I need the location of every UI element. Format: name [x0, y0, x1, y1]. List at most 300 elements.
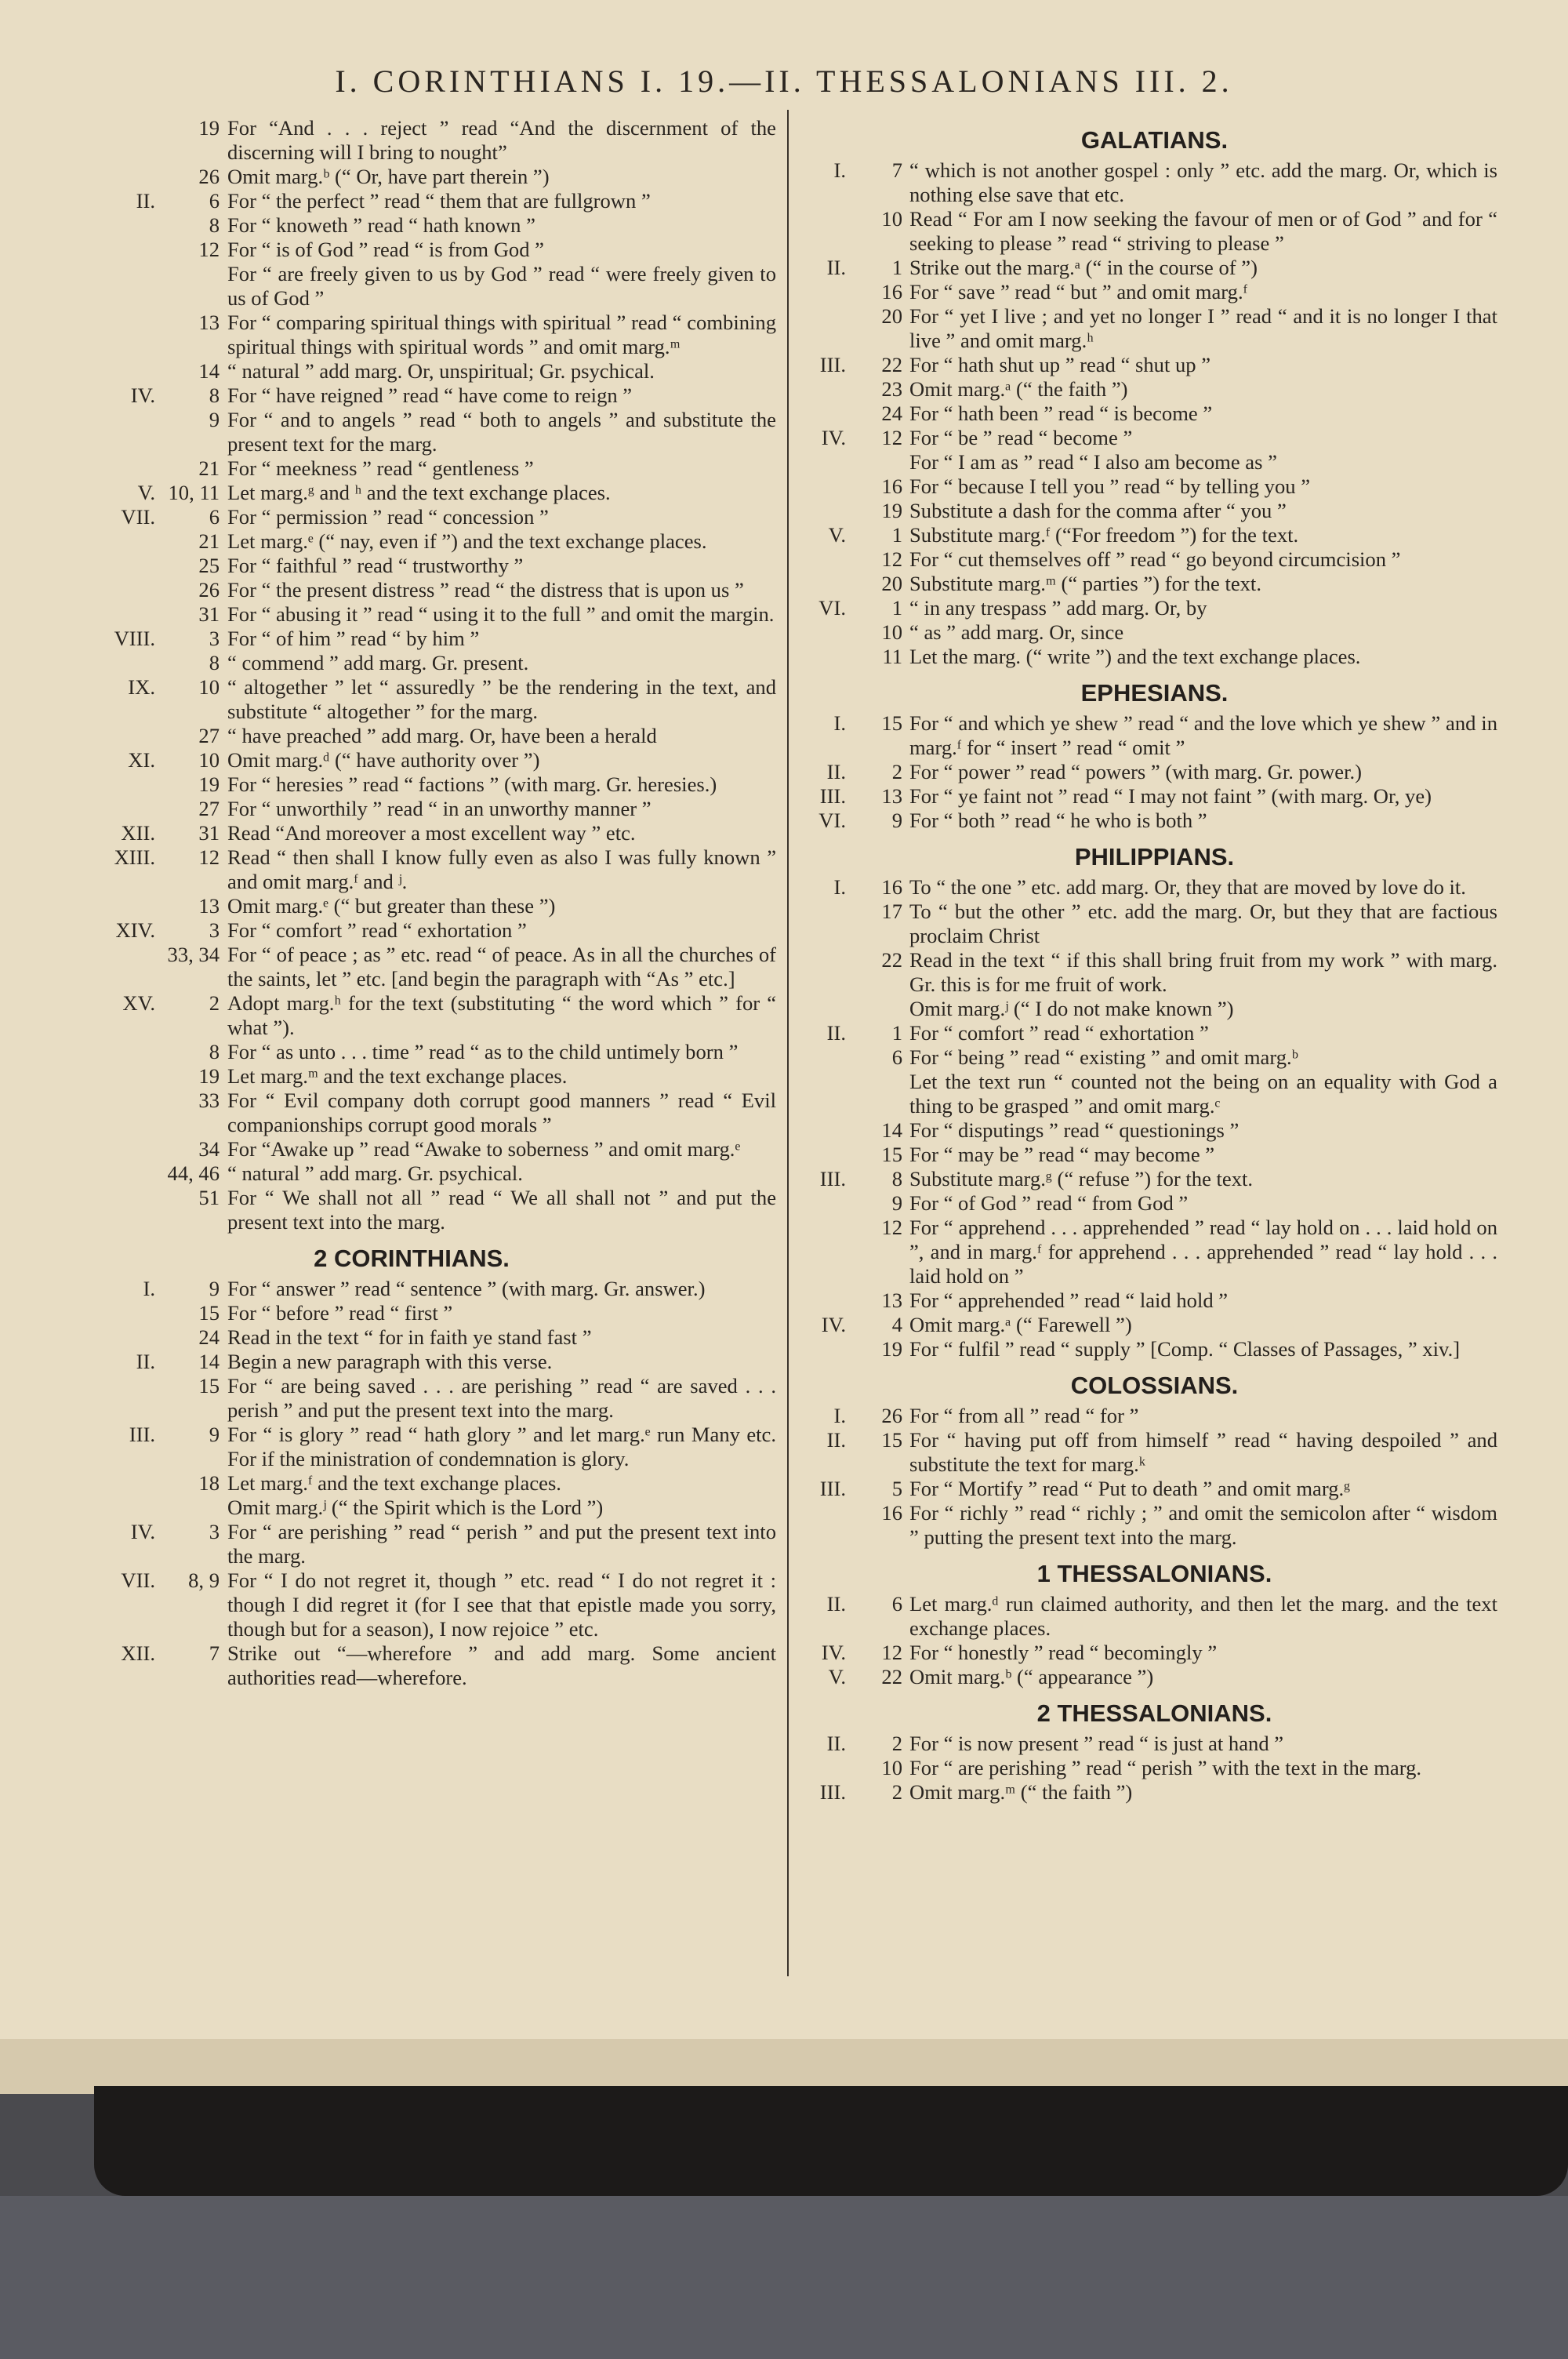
revision-entry — [811, 1732, 1497, 1756]
entry-text: For “ fulfil ” read “ supply ” [Comp. “ Classes of Passages, ” xiv.] — [909, 1337, 1461, 1361]
entry-text: “ commend ” add marg. Gr. present. — [227, 651, 529, 674]
verse-number: 12 — [198, 238, 220, 261]
verse-number: 51 — [198, 1186, 220, 1209]
verse-number: 14 — [881, 1118, 902, 1142]
chapter-number: III. — [819, 353, 846, 376]
verse-number: 8 — [891, 1167, 902, 1190]
entry-text: “ which is not another gospel : only ” etc. add the marg. Or, which is nothing else save that etc. — [909, 158, 1497, 206]
revision-entry — [47, 578, 776, 602]
entry-text: For “And . . . reject ” read “And the discernment of the discerning will I bring to nought” — [227, 116, 776, 164]
entry-text: For “ as unto . . . time ” read “ as to the child untimely born ” — [227, 1040, 739, 1063]
revision-entry — [811, 1045, 1497, 1070]
revision-entry — [47, 1301, 776, 1325]
verse-number: 13 — [881, 1289, 902, 1312]
revision-entry — [47, 894, 776, 918]
verse-number: 10, 11 — [168, 481, 220, 504]
verse-number: 19 — [881, 1337, 902, 1361]
chapter-number: XII. — [121, 821, 155, 845]
verse-number: 16 — [881, 474, 902, 498]
revision-entry — [47, 408, 776, 456]
verse-number: 1 — [891, 1021, 902, 1045]
entry-text: Omit marg.ʲ (“ I do not make known ”) — [909, 997, 1234, 1020]
entry-text: For “ and which ye shew ” read “ and the love which ye shew ” and in marg.ᶠ for “ insert ” read “ omit ” — [909, 711, 1497, 759]
entry-text: For “ the present distress ” read “ the distress that is upon us ” — [227, 578, 744, 602]
revision-entry — [47, 1089, 776, 1137]
revision-entry — [47, 1040, 776, 1064]
entry-text: Strike out the marg.ᵃ (“ in the course of ”) — [909, 256, 1258, 279]
verse-number: 15 — [198, 1374, 220, 1398]
chapter-number: VI. — [818, 809, 846, 832]
chapter-number: I. — [833, 158, 846, 182]
revision-entry — [47, 772, 776, 797]
revision-entry — [811, 948, 1497, 997]
verse-number: 6 — [891, 1045, 902, 1069]
chapter-number: IV. — [821, 1641, 846, 1664]
chapter-number: II. — [826, 1732, 846, 1755]
entry-text: For “ is now present ” read “ is just at hand ” — [909, 1732, 1284, 1755]
revision-entry — [811, 1167, 1497, 1191]
chapter-number: VI. — [818, 596, 846, 620]
entry-text: For “Awake up ” read “Awake to soberness ” and omit marg.ᵉ — [227, 1137, 741, 1161]
entry-text: For “ have reigned ” read “ have come to reign ” — [227, 383, 633, 407]
verse-number: 2 — [891, 1780, 902, 1804]
entry-text: For “ answer ” read “ sentence ” (with marg. Gr. answer.) — [227, 1277, 706, 1300]
entry-text: For “ comfort ” read “ exhortation ” — [909, 1021, 1209, 1045]
chapter-number: XII. — [121, 1641, 155, 1665]
entry-text: Begin a new paragraph with this verse. — [227, 1350, 553, 1373]
book-heading: 1 THESSALONIANS. — [1036, 1560, 1272, 1587]
revision-entry — [811, 1501, 1497, 1550]
verse-number: 16 — [881, 875, 902, 899]
entry-text: For “ both ” read “ he who is both ” — [909, 809, 1207, 832]
chapter-number: VIII. — [114, 627, 155, 650]
entry-text: For “ Evil company doth corrupt good manners ” read “ Evil companionships corrupt good morals ” — [227, 1089, 776, 1136]
verse-number: 12 — [881, 1641, 902, 1664]
entry-text: “ altogether ” let “ assuredly ” be the rendering in the text, and substitute “ altogether ” for the marg. — [227, 675, 776, 723]
verse-number: 14 — [198, 359, 220, 383]
entry-text: For “ are perishing ” read “ perish ” with the text in the marg. — [909, 1756, 1422, 1779]
revision-entry — [811, 304, 1497, 353]
revision-entry — [47, 1064, 776, 1089]
verse-number: 18 — [198, 1471, 220, 1495]
chapter-number: II. — [136, 189, 155, 213]
book-heading: 2 CORINTHIANS. — [314, 1245, 510, 1272]
verse-number: 26 — [198, 165, 220, 188]
chapter-number: XIII. — [114, 845, 155, 869]
entry-text: For “ I am as ” read “ I also am become as ” — [909, 450, 1277, 474]
entry-text: “ have preached ” add marg. Or, have been a herald — [227, 724, 657, 747]
verse-number: 3 — [209, 1520, 220, 1543]
verse-number: 5 — [891, 1477, 902, 1500]
revision-entry — [47, 554, 776, 578]
verse-number: 44, 46 — [167, 1161, 220, 1185]
chapter-number: II. — [826, 256, 846, 279]
entry-text: For “ ye faint not ” read “ I may not faint ” (with marg. Or, ye) — [909, 784, 1432, 808]
entry-text: Read in the text “ if this shall bring fruit from my work ” with marg. Gr. this is for me fruit of work. — [909, 948, 1497, 996]
entry-text: Substitute marg.ᵍ (“ refuse ”) for the text. — [909, 1167, 1254, 1190]
chapter-number: XIV. — [115, 918, 155, 942]
entry-text: For “ faithful ” read “ trustworthy ” — [227, 554, 524, 577]
entry-text: For “ comfort ” read “ exhortation ” — [227, 918, 527, 942]
entry-text: For “ I do not regret it, though ” etc. read “ I do not regret it : though I did regret it (for I see that that epistle made you sorry, though but for a season), I now rejoice ” etc. — [227, 1568, 776, 1641]
column-divider — [787, 110, 789, 1976]
chapter-number: IX. — [128, 675, 155, 699]
entry-text: Omit marg.ᵈ (“ have authority over ”) — [227, 748, 540, 772]
entry-text: For “ heresies ” read “ factions ” (with marg. Gr. heresies.) — [227, 772, 717, 796]
verse-number: 10 — [881, 207, 902, 231]
entry-text: For “ are freely given to us by God ” read “ were freely given to us of God ” — [227, 262, 776, 310]
revision-entry — [811, 1641, 1497, 1665]
entry-text: Substitute marg.ᶠ (“For freedom ”) for the text. — [909, 523, 1299, 547]
entry-text: For “ meekness ” read “ gentleness ” — [227, 456, 534, 480]
revision-entry — [47, 845, 776, 894]
entry-text: For “ are perishing ” read “ perish ” and put the present text into the marg. — [227, 1520, 776, 1568]
revision-entry — [47, 529, 776, 554]
entry-text: Strike out “—wherefore ” and add marg. Some ancient authorities read—wherefore. — [227, 1641, 776, 1689]
chapter-number: I. — [833, 711, 846, 735]
revision-entry — [811, 402, 1497, 426]
entry-text: For “ hath shut up ” read “ shut up ” — [909, 353, 1211, 376]
revision-entry — [47, 383, 776, 408]
verse-number: 6 — [209, 505, 220, 529]
verse-number: 8 — [209, 651, 220, 674]
entry-text: Omit marg.ʲ (“ the Spirit which is the Lord ”) — [227, 1496, 604, 1519]
entry-text: Substitute a dash for the comma after “ you ” — [909, 499, 1287, 522]
verse-number: 10 — [881, 1756, 902, 1779]
revision-entry — [47, 748, 776, 772]
entry-text: For “ from all ” read “ for ” — [909, 1404, 1139, 1427]
verse-number: 19 — [198, 116, 220, 140]
verse-number: 8 — [209, 213, 220, 237]
entry-text: For “ being ” read “ existing ” and omit marg.ᵇ — [909, 1045, 1298, 1069]
revision-entry — [47, 651, 776, 675]
chapter-number: II. — [136, 1350, 155, 1373]
book-heading: PHILIPPIANS. — [1074, 843, 1235, 871]
entry-text: Let marg.ᵐ and the text exchange places. — [227, 1064, 568, 1088]
entry-text: “ natural ” add marg. Or, unspiritual; Gr. psychical. — [227, 359, 655, 383]
entry-text: Let marg.ᵉ (“ nay, even if ”) and the text exchange places. — [227, 529, 707, 553]
entry-text: For “ apprehend . . . apprehended ” read “ lay hold on . . . laid hold on ”, and in marg.ᶠ for apprehend . . . apprehended ” read “ lay hold . . . laid hold on ” — [909, 1216, 1497, 1288]
chapter-number: VII. — [121, 505, 155, 529]
verse-number: 2 — [891, 1732, 902, 1755]
verse-number: 31 — [198, 602, 220, 626]
verse-number: 3 — [209, 918, 220, 942]
entry-text: For “ knoweth ” read “ hath known ” — [227, 213, 535, 237]
entry-text: For “ of God ” read “ from God ” — [909, 1191, 1189, 1215]
verse-number: 12 — [881, 547, 902, 571]
verse-number: 11 — [882, 645, 902, 668]
revision-entry — [811, 572, 1497, 596]
revision-entry — [811, 1477, 1497, 1501]
chapter-number: V. — [828, 523, 846, 547]
revision-entry — [47, 213, 776, 238]
verse-number: 10 — [198, 748, 220, 772]
revision-entry — [811, 1313, 1497, 1337]
revision-entry — [47, 724, 776, 748]
verse-number: 34 — [198, 1137, 220, 1161]
revision-entry — [811, 1665, 1497, 1689]
verse-number: 9 — [209, 1423, 220, 1446]
verse-number: 2 — [891, 760, 902, 783]
entry-text: Omit marg.ᵉ (“ but greater than these ”) — [227, 894, 556, 918]
revision-entry — [811, 760, 1497, 784]
entry-text: For “ the perfect ” read “ them that are fullgrown ” — [227, 189, 651, 213]
revision-entry — [47, 1496, 776, 1520]
chapter-number: V. — [137, 481, 155, 504]
revision-entry — [47, 165, 776, 189]
revision-entry — [47, 918, 776, 943]
entry-text: For “ cut themselves off ” read “ go beyond circumcision ” — [909, 547, 1401, 571]
revision-entry — [47, 1641, 776, 1690]
revision-entry — [47, 627, 776, 651]
entry-text: Omit marg.ᵇ (“ appearance ”) — [909, 1665, 1154, 1688]
entry-text: To “ but the other ” etc. add the marg. Or, but they that are factious proclaim Christ — [909, 900, 1497, 947]
verse-number: 9 — [209, 1277, 220, 1300]
book-heading: 2 THESSALONIANS. — [1036, 1699, 1272, 1727]
revision-entry — [47, 821, 776, 845]
running-header: I. CORINTHIANS I. 19.—II. THESSALONIANS III. 2. — [335, 64, 1233, 99]
entry-text: For “ save ” read “ but ” and omit marg.ᶠ — [909, 280, 1248, 304]
verse-number: 33, 34 — [167, 943, 220, 966]
revision-entry — [811, 1780, 1497, 1805]
chapter-number: II. — [826, 760, 846, 783]
entry-text: To “ the one ” etc. add marg. Or, they that are moved by love do it. — [909, 875, 1466, 899]
revision-entry — [47, 1568, 776, 1641]
verse-number: 21 — [198, 456, 220, 480]
verse-number: 13 — [198, 311, 220, 334]
entry-text: For “ is glory ” read “ hath glory ” and let marg.ᵉ run Many etc. For if the ministration of condemnation is glory. — [227, 1423, 776, 1470]
revision-entry — [47, 456, 776, 481]
verse-number: 15 — [881, 711, 902, 735]
revision-entry — [811, 377, 1497, 402]
chapter-number: XI. — [128, 748, 155, 772]
revision-entry — [47, 505, 776, 529]
revision-entry — [47, 238, 776, 262]
revision-entry — [811, 1592, 1497, 1641]
entry-text: Let the marg. (“ write ”) and the text exchange places. — [909, 645, 1361, 668]
entry-text: For “ abusing it ” read “ using it to the full ” and omit the margin. — [227, 602, 775, 626]
chapter-number: IV. — [821, 426, 846, 449]
entry-text: Read “ For am I now seeking the favour of men or of God ” and for “ seeking to please ” read “ striving to please ” — [909, 207, 1497, 255]
entry-text: For “ be ” read “ become ” — [909, 426, 1133, 449]
right-column — [811, 116, 1497, 1805]
entry-text: For “ are being saved . . . are perishing ” read “ are saved . . . perish ” and put the present text into the marg. — [227, 1374, 776, 1422]
entry-text: Read “And moreover a most excellent way ” etc. — [227, 821, 636, 845]
revision-entry — [47, 675, 776, 724]
revision-entry — [811, 1191, 1497, 1216]
entry-text: For “ honestly ” read “ becomingly ” — [909, 1641, 1218, 1664]
chapter-number: I. — [143, 1277, 155, 1300]
verse-number: 16 — [881, 280, 902, 304]
revision-entry — [47, 797, 776, 821]
verse-number: 31 — [198, 821, 220, 845]
revision-entry — [811, 523, 1497, 547]
revision-entry — [811, 1289, 1497, 1313]
background-surface — [0, 2196, 1568, 2359]
revision-entry — [47, 1137, 776, 1161]
chapter-number: II. — [826, 1428, 846, 1452]
revision-entry — [47, 1161, 776, 1186]
entry-text: For “ because I tell you ” read “ by telling you ” — [909, 474, 1311, 498]
verse-number: 2 — [209, 991, 220, 1015]
entry-text: “ as ” add marg. Or, since — [909, 620, 1124, 644]
verse-number: 12 — [198, 845, 220, 869]
verse-number: 13 — [881, 784, 902, 808]
verse-number: 22 — [881, 1665, 902, 1688]
verse-number: 20 — [881, 304, 902, 328]
entry-text: Omit marg.ᵇ (“ Or, have part therein ”) — [227, 165, 550, 188]
revision-entry — [47, 359, 776, 383]
revision-entry — [811, 280, 1497, 304]
chapter-number: III. — [819, 1780, 846, 1804]
entry-text: For “ hath been ” read “ is become ” — [909, 402, 1213, 425]
revision-entry — [47, 311, 776, 359]
revision-entry — [811, 1021, 1497, 1045]
entry-text: For “ yet I live ; and yet no longer I ” read “ and it is no longer I that live ” and omit marg.ʰ — [909, 304, 1497, 352]
entry-text: For “ permission ” read “ concession ” — [227, 505, 549, 529]
revision-entry — [811, 207, 1497, 256]
revision-entry — [47, 1277, 776, 1301]
verse-number: 8, 9 — [188, 1568, 220, 1592]
chapter-number: II. — [826, 1021, 846, 1045]
verse-number: 7 — [209, 1641, 220, 1665]
entry-text: For “ We shall not all ” read “ We all shall not ” and put the present text into the marg. — [227, 1186, 776, 1234]
verse-number: 1 — [891, 596, 902, 620]
chapter-number: III. — [819, 1477, 846, 1500]
entry-text: Omit marg.ᵃ (“ the faith ”) — [909, 377, 1128, 401]
verse-number: 24 — [198, 1325, 220, 1349]
chapter-number: XV. — [122, 991, 155, 1015]
verse-number: 4 — [891, 1313, 902, 1336]
revision-entry — [811, 256, 1497, 280]
revision-entry — [811, 875, 1497, 900]
revision-entry — [47, 602, 776, 627]
revision-entry — [47, 262, 776, 311]
entry-text: For “ Mortify ” read “ Put to death ” and omit marg.ᵍ — [909, 1477, 1351, 1500]
verse-number: 27 — [198, 724, 220, 747]
revision-entry — [811, 450, 1497, 474]
entry-text: Let marg.ᵈ run claimed authority, and then let the marg. and the text exchange places. — [909, 1592, 1497, 1640]
entry-text: For “ comparing spiritual things with spiritual ” read “ combining spiritual things with spiritual words ” and omit marg.ᵐ — [227, 311, 776, 358]
verse-number: 19 — [198, 772, 220, 796]
chapter-number: I. — [833, 1404, 846, 1427]
revision-entry — [47, 189, 776, 213]
entry-text: For “ is of God ” read “ is from God ” — [227, 238, 544, 261]
verse-number: 27 — [198, 797, 220, 820]
entry-text: For “ before ” read “ first ” — [227, 1301, 453, 1325]
entry-text: Let marg.ᶠ and the text exchange places. — [227, 1471, 561, 1495]
verse-number: 6 — [891, 1592, 902, 1616]
chapter-number: IV. — [130, 1520, 155, 1543]
revision-entry — [811, 1404, 1497, 1428]
chapter-number: V. — [828, 1665, 846, 1688]
chapter-number: III. — [819, 784, 846, 808]
entry-text: For “ having put off from himself ” read “ having despoiled ” and substitute the text for marg.ᵏ — [909, 1428, 1497, 1476]
verse-number: 1 — [891, 523, 902, 547]
entry-text: Let the text run “ counted not the being on an equality with God a thing to be grasped ” and omit marg.ᶜ — [909, 1070, 1497, 1118]
verse-number: 3 — [209, 627, 220, 650]
entry-text: For “ apprehended ” read “ laid hold ” — [909, 1289, 1229, 1312]
verse-number: 8 — [209, 1040, 220, 1063]
verse-number: 26 — [881, 1404, 902, 1427]
verse-number: 12 — [881, 1216, 902, 1239]
revision-entry — [47, 481, 776, 505]
revision-entry — [47, 1350, 776, 1374]
verse-number: 22 — [881, 948, 902, 972]
verse-number: 7 — [891, 158, 902, 182]
entry-text: For “ power ” read “ powers ” (with marg. Gr. power.) — [909, 760, 1362, 783]
verse-number: 15 — [881, 1428, 902, 1452]
book-heading: COLOSSIANS. — [1070, 1372, 1239, 1399]
entry-text: For “ richly ” read “ richly ; ” and omit the semicolon after “ wisdom ” putting the present text into the marg. — [909, 1501, 1497, 1549]
revision-entry — [811, 474, 1497, 499]
verse-number: 17 — [881, 900, 902, 923]
verse-number: 19 — [198, 1064, 220, 1088]
entry-text: For “ disputings ” read “ questionings ” — [909, 1118, 1240, 1142]
verse-number: 20 — [881, 572, 902, 595]
verse-number: 21 — [198, 529, 220, 553]
chapter-number: II. — [826, 1592, 846, 1616]
book-heading: GALATIANS. — [1080, 126, 1229, 154]
verse-number: 33 — [198, 1089, 220, 1112]
revision-entry — [47, 1423, 776, 1471]
entry-text: Adopt marg.ʰ for the text (substituting “ the word which ” for “ what ”). — [227, 991, 776, 1039]
revision-entry — [811, 1756, 1497, 1780]
revision-entry — [811, 1337, 1497, 1361]
revision-entry — [811, 547, 1497, 572]
revision-entry — [811, 499, 1497, 523]
book-spine — [94, 2086, 1568, 2196]
chapter-number: VII. — [121, 1568, 155, 1592]
chapter-number: III. — [129, 1423, 155, 1446]
left-column — [47, 116, 776, 1690]
book-heading: EPHESIANS. — [1080, 679, 1229, 707]
chapter-number: IV. — [130, 383, 155, 407]
verse-number: 15 — [881, 1143, 902, 1166]
entry-text: Read “ then shall I know fully even as also I was fully known ” and omit marg.ᶠ and ʲ. — [227, 845, 776, 893]
verse-number: 15 — [198, 1301, 220, 1325]
revision-entry — [811, 1118, 1497, 1143]
entry-text: Omit marg.ᵐ (“ the faith ”) — [909, 1780, 1133, 1804]
chapter-number: III. — [819, 1167, 846, 1190]
revision-entry — [811, 596, 1497, 620]
verse-number: 8 — [209, 383, 220, 407]
verse-number: 9 — [891, 809, 902, 832]
verse-number: 19 — [881, 499, 902, 522]
revision-entry — [811, 1216, 1497, 1289]
verse-number: 25 — [198, 554, 220, 577]
entry-text: “ natural ” add marg. Gr. psychical. — [227, 1161, 523, 1185]
revision-entry — [811, 997, 1497, 1021]
revision-entry — [47, 991, 776, 1040]
revision-entry — [47, 116, 776, 165]
revision-entry — [811, 1070, 1497, 1118]
revision-entry — [47, 1325, 776, 1350]
verse-number: 22 — [881, 353, 902, 376]
verse-number: 24 — [881, 402, 902, 425]
revision-entry — [47, 1471, 776, 1496]
verse-number: 14 — [198, 1350, 220, 1373]
entry-text: “ in any trespass ” add marg. Or, by — [909, 596, 1207, 620]
revision-entry — [811, 711, 1497, 760]
entry-text: Let marg.ᵍ and ʰ and the text exchange places. — [227, 481, 611, 504]
verse-number: 6 — [209, 189, 220, 213]
revision-entry — [811, 809, 1497, 833]
verse-number: 13 — [198, 894, 220, 918]
entry-text: Read in the text “ for in faith ye stand fast ” — [227, 1325, 592, 1349]
verse-number: 9 — [209, 408, 220, 431]
revision-entry — [811, 900, 1497, 948]
